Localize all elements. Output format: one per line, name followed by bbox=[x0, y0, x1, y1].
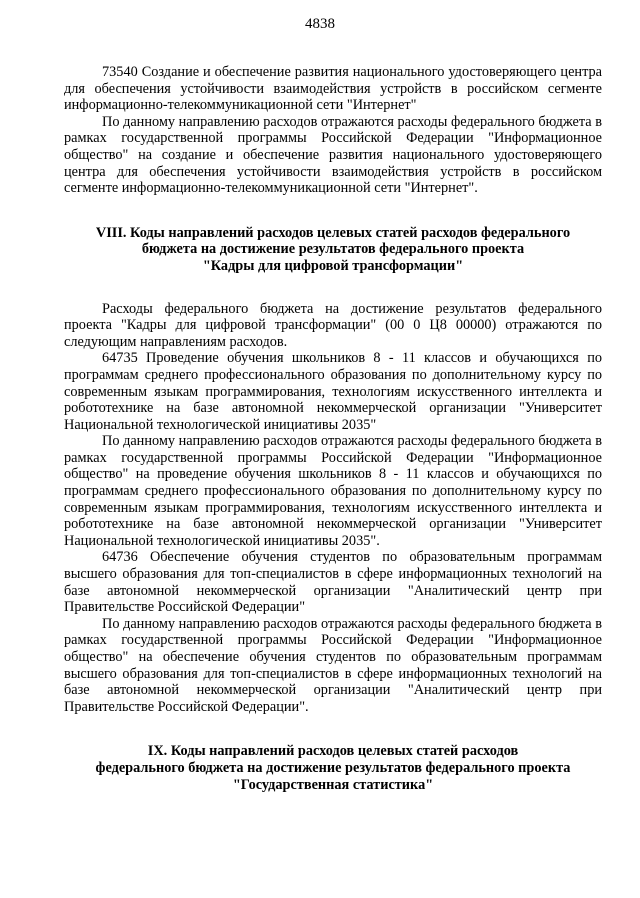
paragraph: 64736 Обеспечение обучения студентов по образовательным программам высшего образования для топ-специалистов в сфере информационных технологий на базе автономной некоммерческой организации "Аналитический центр при Правительстве Российской Федерации" bbox=[64, 549, 602, 616]
paragraph: Расходы федерального бюджета на достижение результатов федерального проекта "Кадры для цифровой трансформации" (00 0 Ц8 00000) отражаются по следующим направлениям расходов. bbox=[64, 300, 602, 350]
paragraph: По данному направлению расходов отражаются расходы федерального бюджета в рамках государственной программы Российской Федерации "Информационное общество" на создание и обеспечение развития национального удостоверяющего центра для обеспечения устойчивости взаимодействия устройств в российском сегменте информационно-телекоммуникационной сети "Интернет". bbox=[64, 113, 602, 197]
section-heading-line: бюджета на достижение результатов федерального проекта bbox=[141, 241, 525, 258]
section-heading bbox=[64, 225, 602, 275]
document-body bbox=[64, 64, 602, 793]
section-heading-line: VIII. Коды направлений расходов целевых статей расходов федерального bbox=[95, 224, 571, 241]
section-heading-line: "Государственная статистика" bbox=[232, 776, 434, 793]
section-heading-line: федерального бюджета на достижение результатов федерального проекта bbox=[95, 759, 571, 776]
paragraph: По данному направлению расходов отражаются расходы федерального бюджета в рамках государственной программы Российской Федерации "Информационное общество" на проведение обучения школьников 8 - 11 классов и обучающихся по программам среднего профессионального образования по дополнительному курсу по современным языкам программирования, технологиям искусственного интеллекта и робототехнике на базе автономной некоммерческой организации "Университет Национальной технологической инициативы 2035". bbox=[64, 433, 602, 549]
section-heading-line: "Кадры для цифровой трансформации" bbox=[202, 257, 464, 274]
spacer bbox=[64, 715, 602, 743]
paragraph: По данному направлению расходов отражаются расходы федерального бюджета в рамках государственной программы Российской Федерации "Информационное общество" на обеспечение обучения студентов по образовательным программам высшего образования для топ-специалистов в сфере информационных технологий на базе автономной некоммерческой организации "Аналитический центр при Правительстве Российской Федерации". bbox=[64, 615, 602, 715]
spacer bbox=[64, 275, 602, 301]
paragraph: 64735 Проведение обучения школьников 8 - 11 классов и обучающихся по программам среднего профессионального образования по дополнительному курсу по современным языкам программирования, технологиям искусственного интеллекта и робототехнике на базе автономной некоммерческой организации "Университет Национальной технологической инициативы 2035" bbox=[64, 350, 602, 433]
page-number: 4838 bbox=[305, 16, 335, 32]
paragraph: 73540 Создание и обеспечение развития национального удостоверяющего центра для обеспечения устойчивости взаимодействия устройств в российском сегменте информационно-телекоммуникационной сети "Интернет" bbox=[64, 64, 602, 114]
section-heading bbox=[64, 743, 602, 793]
spacer bbox=[64, 197, 602, 225]
section-heading-line: IX. Коды направлений расходов целевых статей расходов bbox=[147, 743, 519, 760]
